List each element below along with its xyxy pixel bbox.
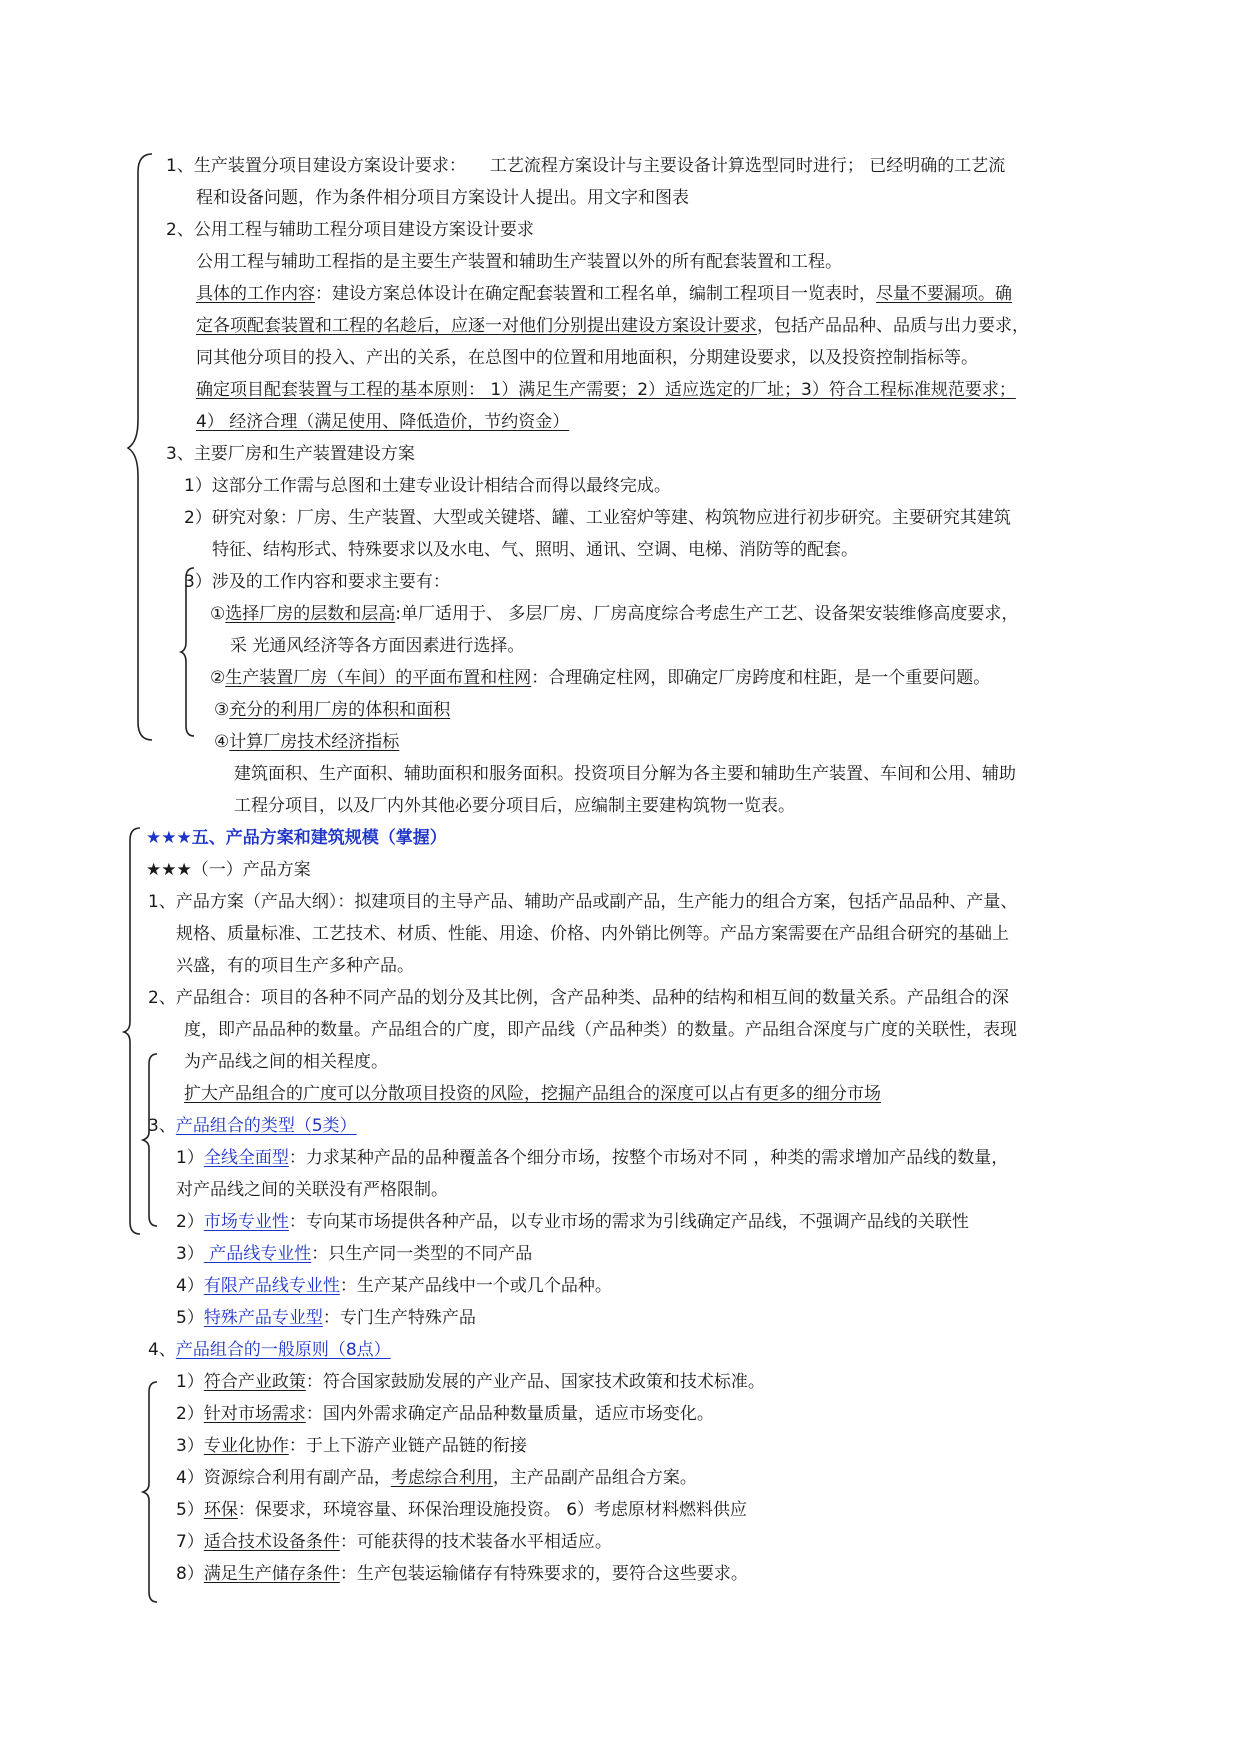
sub-item-1-title: 选择厂房的层数和层高: [225, 604, 396, 624]
type-item-5: [176, 1306, 476, 1330]
s5-item-1-line-3: 兴盛，有的项目生产多种产品。: [176, 956, 414, 976]
item2-text-3: [196, 314, 1029, 338]
circled-4: ④: [214, 732, 230, 752]
item2-label: 2、公用工程与辅助工程分项目建设方案设计要求: [166, 220, 534, 240]
principle-desc: ，主产品副产品组合方案。: [492, 1468, 697, 1488]
product-combo-principles-link[interactable]: 产品组合的一般原则（8点）: [175, 1340, 391, 1360]
principle-num: 2）: [176, 1404, 204, 1424]
item3-point-3: 3）涉及的工作内容和要求主要有：: [184, 572, 450, 592]
sub-item-2: [210, 666, 990, 690]
principle-num: 7）: [176, 1532, 204, 1552]
star-rating: ★★★: [146, 860, 192, 880]
principle-num: 5）: [176, 1500, 204, 1520]
principle-num: 4）: [176, 1468, 204, 1488]
sub-item-3-title: 充分的利用厂房的体积和面积: [229, 700, 451, 720]
type-desc: ：专向某市场提供各种产品，以专业市场的需求为引线确定产品线，不强调产品线的关联性: [288, 1212, 969, 1232]
type-link-special-product[interactable]: 特殊产品专业型: [203, 1308, 323, 1328]
type-num: 3）: [176, 1244, 204, 1264]
principle-title: 专业化协作: [203, 1436, 289, 1456]
type-link-market-specialized[interactable]: 市场专业性: [203, 1212, 289, 1232]
sub-item-1-cont: 采 光通风经济等各方面因素进行选择。: [230, 636, 525, 656]
type-num: 4）: [176, 1276, 204, 1296]
s5-item-3-number: 3、: [148, 1116, 176, 1136]
sub-item-4: [214, 730, 399, 754]
product-combo-types-link[interactable]: 产品组合的类型（5类）: [175, 1116, 357, 1136]
item3-point-2: 2）研究对象：厂房、生产装置、大型或关键塔、罐、工业窑炉等建、构筑物应进行初步研究。主要研究其建筑: [184, 508, 1011, 528]
principle-desc: ：保要求，环境容量、环保治理设施投资。 6）考虑原材料燃料供应: [237, 1500, 748, 1520]
type-desc: ：生产某产品线中一个或几个品种。: [339, 1276, 612, 1296]
principle-item-1: [176, 1370, 765, 1394]
subsection-title: （一）产品方案: [191, 860, 311, 880]
item3-point-1: 1）这部分工作需与总图和土建专业设计相结合而得以最终完成。: [184, 476, 671, 496]
sub-item-4-text-1: 建筑面积、生产面积、辅助面积和服务面积。投资项目分解为各主要和辅助生产装置、车间和公用、辅助: [234, 764, 1016, 784]
s5-item-3: [148, 1114, 357, 1138]
principle-desc: ：国内外需求确定产品品种数量质量，适应市场变化。: [305, 1404, 714, 1424]
item1-continuation: 程和设备问题，作为条件相分项目方案设计人提出。用文字和图表: [196, 188, 689, 208]
principle-item-8: [176, 1562, 748, 1586]
type-link-limited-line[interactable]: 有限产品线专业性: [203, 1276, 340, 1296]
principle-desc: ：生产包装运输储存有特殊要求的，要符合这些要求。: [339, 1564, 748, 1584]
s5-item-1-line-1: 1、产品方案（产品大纲）：拟建项目的主导产品、辅助产品或副产品，生产能力的组合方案，包括产品品种、产量、: [148, 892, 1018, 912]
principle-title: 适合技术设备条件: [203, 1532, 340, 1552]
brace-principles: [143, 1380, 161, 1604]
subsection-heading: [146, 858, 311, 882]
sub-item-1: [210, 602, 1018, 626]
sub-item-3: [214, 698, 450, 722]
item3-point-2-cont: 特征、结构形式、特殊要求以及水电、气、照明、通讯、空调、电梯、消防等的配套。: [212, 540, 858, 560]
type-num: 5）: [176, 1308, 204, 1328]
type-link-full-line[interactable]: 全线全面型: [203, 1148, 289, 1168]
circled-2: ②: [210, 668, 226, 688]
sub-item-2-text: ：合理确定柱网，即确定厂房跨度和柱距，是一个重要问题。: [531, 668, 991, 688]
principle-item-2: [176, 1402, 714, 1426]
sub-item-1-text: :单厂适用于、 多层厂房、厂房高度综合考虑生产工艺、设备架安装维修高度要求，: [395, 604, 1019, 624]
work-content-label: 具体的工作内容: [196, 284, 315, 304]
principle-title: 满足生产储存条件: [203, 1564, 340, 1584]
type-item-1: [176, 1146, 1008, 1170]
work-content-emphasis: 尽量不要漏项。确: [876, 284, 1012, 304]
sub-item-4-title: 计算厂房技术经济指标: [229, 732, 400, 752]
principle-item-4: [176, 1466, 697, 1490]
principle-pre: 资源综合利用有副产品，: [203, 1468, 391, 1488]
type-item-4: [176, 1274, 612, 1298]
section-5-heading: ★★★五、产品方案和建筑规模（掌握）: [146, 828, 447, 848]
type-item-2: [176, 1210, 969, 1234]
type-num: 2）: [176, 1212, 204, 1232]
type-item-1-cont: 对产品线之间的关联没有严格限制。: [176, 1180, 448, 1200]
item1-line: [166, 154, 1005, 178]
sub-item-4-text-2: 工程分项目，以及厂内外其他必要分项目后，应编制主要建构筑物一览表。: [234, 796, 795, 816]
item2-text-2: [196, 282, 1012, 306]
item1-label: 1、生产装置分项目建设方案设计要求：: [166, 156, 466, 176]
basic-principles-line-2: 4） 经济合理（满足使用、降低造价，节约资金）: [196, 412, 570, 432]
work-content-underlined: 定各项配套装置和工程的名趁后，应逐一对他们分别提出建设方案设计要求: [196, 316, 757, 336]
item1-text: 工艺流程方案设计与主要设备计算选型同时进行； 已经明确的工艺流: [489, 156, 1006, 176]
type-desc: ：只生产同一类型的不同产品: [311, 1244, 533, 1264]
principle-desc: ：可能获得的技术装备水平相适应。: [339, 1532, 612, 1552]
circled-1: ①: [210, 604, 226, 624]
sub-item-2-title: 生产装置厂房（车间）的平面布置和柱网: [225, 668, 532, 688]
type-desc: ：专门生产特殊产品: [322, 1308, 476, 1328]
principle-desc: ：符合国家鼓励发展的产业产品、国家技术政策和技术标准。: [305, 1372, 765, 1392]
principle-item-7: [176, 1530, 612, 1554]
brace-types: [143, 1052, 161, 1228]
work-content-rest: ，包括产品品种、品质与出力要求，: [757, 316, 1029, 336]
type-num: 1）: [176, 1148, 204, 1168]
s5-item-2-note: 扩大产品组合的广度可以分散项目投资的风险，挖掘产品组合的深度可以占有更多的细分市场: [184, 1084, 881, 1104]
item2-text-4: 同其他分项目的投入、产出的关系，在总图中的位置和用地面积，分期建设要求，以及投资控制指标等。: [196, 348, 978, 368]
s5-item-4-number: 4、: [148, 1340, 176, 1360]
principle-title: 环保: [203, 1500, 238, 1520]
principle-desc: ：于上下游产业链产品链的衔接: [288, 1436, 527, 1456]
principle-num: 1）: [176, 1372, 204, 1392]
principle-num: 3）: [176, 1436, 204, 1456]
type-desc: ：力求某种产品的品种覆盖各个细分市场，按整个市场对不同 ，种类的需求增加产品线的数量，: [288, 1148, 1009, 1168]
s5-item-2-line-2: 度，即产品品种的数量。产品组合的广度，即产品线（产品种类）的数量。产品组合深度与广度的关联性，表现: [184, 1020, 1017, 1040]
s5-item-2-line-1: 2、产品组合：项目的各种不同产品的划分及其比例，含产品种类、品种的结构和相互间的数量关系。产品组合的深: [148, 988, 1009, 1008]
item3-label: 3、主要厂房和生产装置建设方案: [166, 444, 415, 464]
brace-s1: [128, 152, 158, 742]
item2-text-1: 公用工程与辅助工程指的是主要生产装置和辅助生产装置以外的所有配套装置和工程。: [196, 252, 842, 272]
principle-item-5: [176, 1498, 747, 1522]
basic-principles-line-1: 确定项目配套装置与工程的基本原则： 1）满足生产需要；2）适应选定的厂址；3）符合工程标准规范要求；: [196, 380, 1016, 400]
principle-item-3: [176, 1434, 527, 1458]
circled-3: ③: [214, 700, 230, 720]
s5-item-1-line-2: 规格、质量标准、工艺技术、材质、性能、用途、价格、内外销比例等。产品方案需要在产品组合研究的基础上: [176, 924, 1009, 944]
brace-section5-items: [124, 826, 144, 1236]
work-content-text: ：建设方案总体设计在确定配套装置和工程名单，编制工程项目一览表时，: [315, 284, 876, 304]
s5-item-4: [148, 1338, 391, 1362]
type-item-3: [176, 1242, 532, 1266]
principle-title: 考虑综合利用: [390, 1468, 493, 1488]
type-link-product-line[interactable]: 产品线专业性: [203, 1244, 312, 1264]
principle-title: 针对市场需求: [203, 1404, 306, 1424]
s5-item-2-line-3: 为产品线之间的相关程度。: [184, 1052, 388, 1072]
principle-title: 符合产业政策: [203, 1372, 306, 1392]
principle-num: 8）: [176, 1564, 204, 1584]
